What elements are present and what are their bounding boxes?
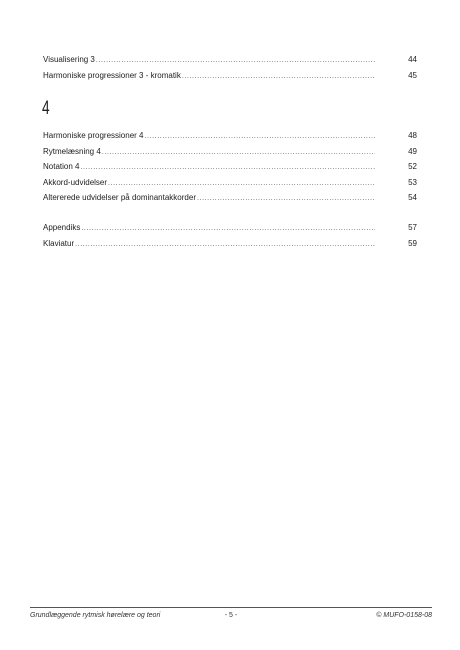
toc-leader-dots [81,221,375,237]
toc-entry-title: Harmoniske progressioner 4 [43,131,144,140]
toc-entry-title: Appendiks [43,223,81,232]
toc-group-top [43,52,417,83]
toc-entry[interactable] [43,175,417,191]
toc-entry-page: 44 [408,55,417,64]
toc-leader-dots [80,160,375,176]
toc-entry[interactable] [43,68,417,84]
toc-leader-dots [182,69,375,85]
toc-entry-title: Altererede udvidelser på dominantakkorder [43,193,196,202]
toc-entry-page: 59 [408,238,417,248]
toc-leader-dots [145,129,376,145]
toc-leader-dots [96,53,375,69]
toc-entry-page: 54 [408,193,417,202]
footer-page-number: - 5 - [224,612,238,619]
page-footer [30,612,432,624]
toc-entry-page: 48 [408,131,417,140]
toc-entry[interactable] [43,220,417,236]
toc-entry-title: Rytmelæsning 4 [43,146,101,156]
footer-copyright: © MUFO-0158-08 [376,612,432,619]
toc-entry[interactable] [43,159,417,175]
toc-entry[interactable] [43,190,417,206]
footer-divider [30,607,432,608]
toc-entry[interactable] [43,52,417,68]
toc-entry-page: 45 [408,70,417,80]
toc-entry-page: 57 [408,223,417,232]
toc-group-section-4 [43,128,417,206]
toc-group-appendix [43,220,417,251]
toc-entry-page: 52 [408,162,417,171]
toc-entry-title: Harmoniske progressioner 3 - kromatik [43,70,181,80]
toc-entry-title: Visualisering 3 [43,55,95,64]
toc-entry[interactable] [43,236,417,252]
toc-entry[interactable] [43,128,417,144]
toc-entry-title: Notation 4 [43,162,80,171]
toc-entry-page: 53 [408,177,417,187]
toc-entry-title: Klaviatur [43,238,75,248]
footer-document-title: Grundlæggende rytmisk hørelære og teori [30,612,161,619]
toc-entry[interactable] [43,144,417,160]
toc-leader-dots [197,191,375,207]
toc-entry-page: 49 [408,146,417,156]
toc-leader-dots [102,145,375,161]
toc-entry-title: Akkord-udvidelser [43,177,108,187]
toc-leader-dots [108,176,375,192]
section-heading: 4 [42,98,50,119]
toc-leader-dots [75,237,375,253]
